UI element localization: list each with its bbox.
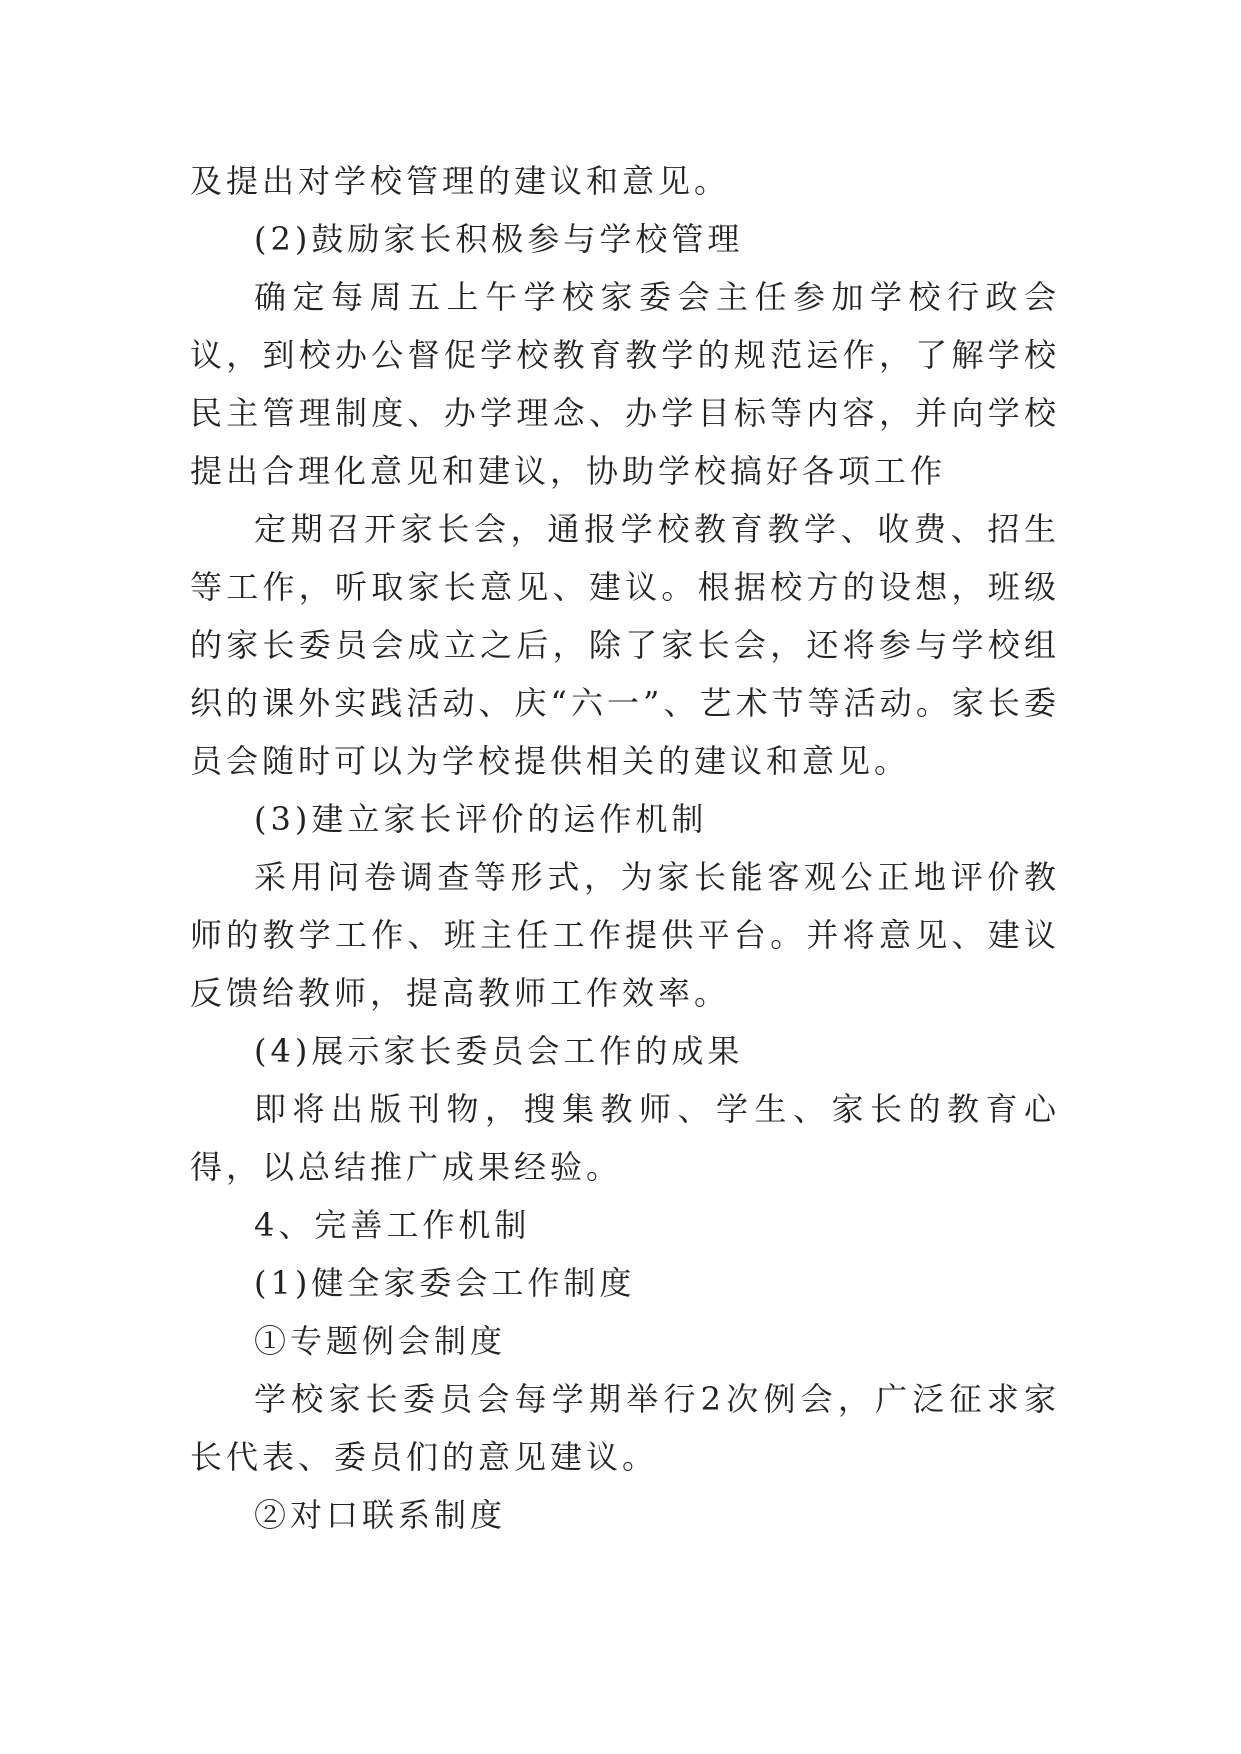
heading-contact-system: ②对口联系制度 xyxy=(254,1496,507,1534)
heading-committee-system: (1)健全家委会工作制度 xyxy=(254,1264,636,1302)
paragraph-regular-meeting: 学校家长委员会每学期举行2次例会，广泛征求家长代表、委员们的意见建议。 xyxy=(190,1380,1060,1476)
paragraph-parent-meeting: 定期召开家长会，通报学校教育教学、收费、招生等工作，听取家长意见、建议。根据校方的设想，班级的家长委员会成立之后，除了家长会，还将参与学校组织的课外实践活动、庆“六一”、艺术节等活动。家长委员会随时可以为学校提供相关的建议和意见。 xyxy=(190,510,1060,780)
document-body xyxy=(190,152,1060,1544)
paragraph-weekly-meeting: 确定每周五上午学校家委会主任参加学校行政会议，到校办公督促学校教育教学的规范运作，了解学校民主管理制度、办学理念、办学目标等内容，并向学校提出合理化意见和建议，协助学校搞好各项工作 xyxy=(190,278,1060,490)
heading-regular-meeting: ①专题例会制度 xyxy=(254,1322,507,1360)
heading-show-results: (4)展示家长委员会工作的成果 xyxy=(254,1032,744,1070)
paragraph-continuation: 及提出对学校管理的建议和意见。 xyxy=(190,162,731,200)
heading-parent-evaluation: (3)建立家长评价的运作机制 xyxy=(254,800,708,838)
paragraph-questionnaire: 采用问卷调查等形式，为家长能客观公正地评价教师的教学工作、班主任工作提供平台。并将意见、建议反馈给教师，提高教师工作效率。 xyxy=(190,858,1060,1012)
heading-encourage-parents: (2)鼓励家长积极参与学校管理 xyxy=(254,220,744,258)
paragraph-publication: 即将出版刊物，搜集教师、学生、家长的教育心得，以总结推广成果经验。 xyxy=(190,1090,1060,1186)
heading-improve-mechanism: 4、完善工作机制 xyxy=(254,1206,531,1244)
